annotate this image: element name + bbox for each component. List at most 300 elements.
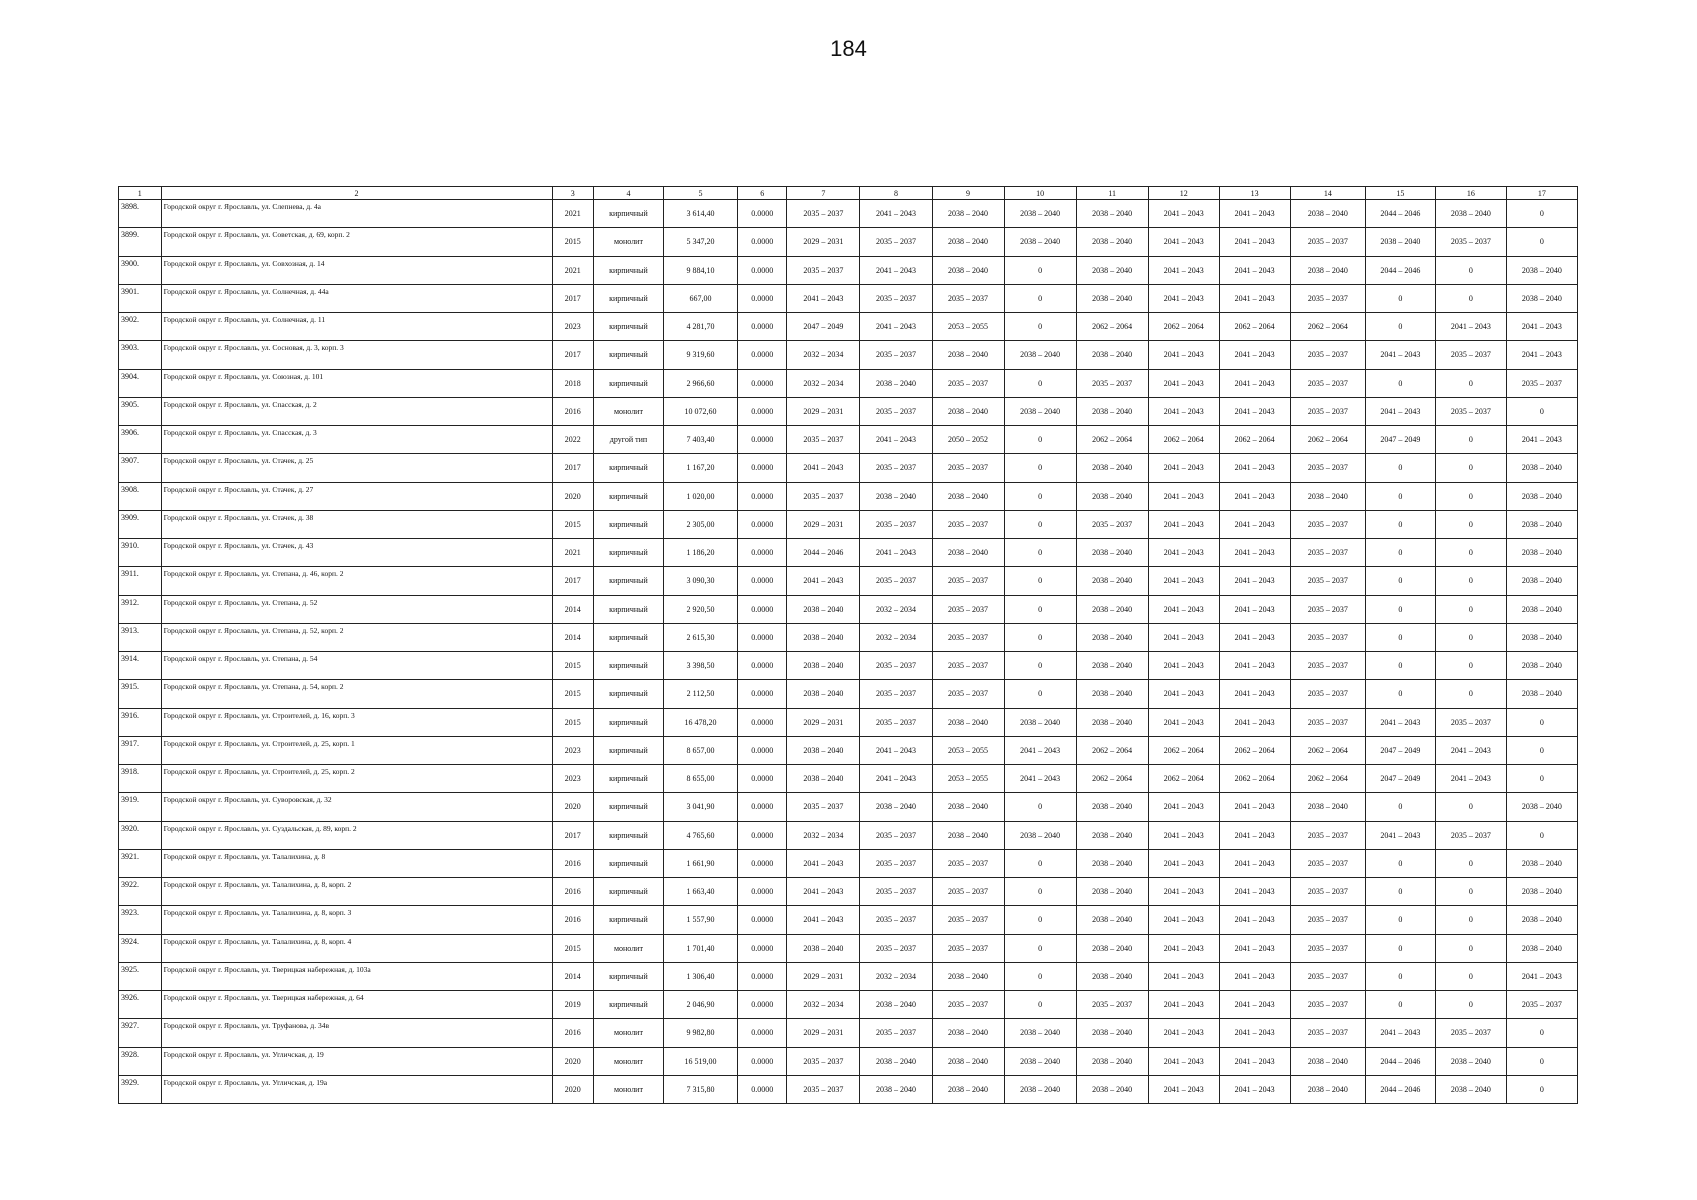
table-cell: 4 281,70 <box>663 313 737 341</box>
table-cell: 2035 – 2037 <box>1435 708 1506 736</box>
table-cell: 2062 – 2064 <box>1148 426 1219 454</box>
table-cell: 2035 – 2037 <box>1290 454 1365 482</box>
table-cell: 2029 – 2031 <box>787 510 860 538</box>
table-cell: 0 <box>1435 567 1506 595</box>
table-cell: 1 186,20 <box>663 539 737 567</box>
table-cell: кирпичный <box>594 595 664 623</box>
column-header: 5 <box>663 187 737 200</box>
table-cell: 0 <box>1435 482 1506 510</box>
table-cell: 2041 – 2043 <box>1435 313 1506 341</box>
table-cell: 2041 – 2043 <box>1148 200 1219 228</box>
table-cell: 0 <box>1435 849 1506 877</box>
address-cell: Городской округ г. Ярославль, ул. Степана, д. 54 <box>161 652 552 680</box>
column-header: 17 <box>1506 187 1577 200</box>
table-cell: 16 519,00 <box>663 1047 737 1075</box>
table-cell: 2035 – 2037 <box>1290 1019 1365 1047</box>
table-cell: 2032 – 2034 <box>860 623 932 651</box>
table-cell: 2062 – 2064 <box>1290 313 1365 341</box>
table-cell: 16 478,20 <box>663 708 737 736</box>
table-cell: 2041 – 2043 <box>1148 510 1219 538</box>
table-cell: 2041 – 2043 <box>1148 849 1219 877</box>
table-cell: 0 <box>1435 426 1506 454</box>
table-cell: 2023 <box>552 765 593 793</box>
table-cell: 0 <box>1365 962 1435 990</box>
table-cell: 2041 – 2043 <box>787 454 860 482</box>
table-cell: 0 <box>1004 567 1076 595</box>
table-cell: 2041 – 2043 <box>1219 256 1290 284</box>
table-cell: 2029 – 2031 <box>787 228 860 256</box>
table-cell: кирпичный <box>594 793 664 821</box>
table-cell: 2038 – 2040 <box>1076 708 1148 736</box>
table-cell: 2041 – 2043 <box>1365 708 1435 736</box>
address-cell: Городской округ г. Ярославль, ул. Суздальская, д. 89, корп. 2 <box>161 821 552 849</box>
table-cell: кирпичный <box>594 991 664 1019</box>
table-cell: 2038 – 2040 <box>787 765 860 793</box>
table-cell: 2035 – 2037 <box>860 510 932 538</box>
table-cell: 2041 – 2043 <box>1219 623 1290 651</box>
column-header: 8 <box>860 187 932 200</box>
table-cell: 2032 – 2034 <box>787 341 860 369</box>
table-cell: 2053 – 2055 <box>932 736 1004 764</box>
table-row <box>119 1047 1578 1075</box>
table-cell: 2041 – 2043 <box>1219 482 1290 510</box>
address-cell: Городской округ г. Ярославль, ул. Степана, д. 52 <box>161 595 552 623</box>
table-cell: 0.0000 <box>738 849 787 877</box>
table-cell: 2038 – 2040 <box>1506 652 1577 680</box>
table-cell: 2019 <box>552 991 593 1019</box>
table-cell: 2035 – 2037 <box>860 652 932 680</box>
table-cell: 2014 <box>552 962 593 990</box>
table-cell: 2035 – 2037 <box>1435 228 1506 256</box>
table-cell: монолит <box>594 1075 664 1103</box>
table-cell: 2035 – 2037 <box>1290 991 1365 1019</box>
table-cell: 2035 – 2037 <box>1290 539 1365 567</box>
table-row <box>119 539 1578 567</box>
table-cell: 2038 – 2040 <box>1004 1019 1076 1047</box>
table-cell: 2038 – 2040 <box>787 623 860 651</box>
table-cell: 2035 – 2037 <box>932 595 1004 623</box>
table-cell: 0.0000 <box>738 313 787 341</box>
table-cell: 2062 – 2064 <box>1076 765 1148 793</box>
table-cell: 2038 – 2040 <box>1365 228 1435 256</box>
table-cell: 1 167,20 <box>663 454 737 482</box>
column-header: 16 <box>1435 187 1506 200</box>
row-number-cell: 3902. <box>119 313 162 341</box>
table-cell: 2041 – 2043 <box>1219 906 1290 934</box>
column-header: 11 <box>1076 187 1148 200</box>
table-cell: 3 614,40 <box>663 200 737 228</box>
table-cell: 2038 – 2040 <box>1004 397 1076 425</box>
column-header: 12 <box>1148 187 1219 200</box>
table-cell: 2017 <box>552 821 593 849</box>
table-cell: 2038 – 2040 <box>1076 256 1148 284</box>
table-cell: кирпичный <box>594 962 664 990</box>
table-cell: 2038 – 2040 <box>860 1047 932 1075</box>
table-cell: 2038 – 2040 <box>1290 1075 1365 1103</box>
table-cell: 2038 – 2040 <box>1076 284 1148 312</box>
table-cell: 2035 – 2037 <box>860 1019 932 1047</box>
table-cell: 0 <box>1365 454 1435 482</box>
table-cell: 0 <box>1004 454 1076 482</box>
table-cell: 0 <box>1365 906 1435 934</box>
table-cell: 0 <box>1365 849 1435 877</box>
table-cell: 2035 – 2037 <box>860 284 932 312</box>
table-cell: 0 <box>1365 567 1435 595</box>
table-cell: 2038 – 2040 <box>932 228 1004 256</box>
table-cell: 2038 – 2040 <box>1506 284 1577 312</box>
table-cell: 2062 – 2064 <box>1219 765 1290 793</box>
table-cell: 0.0000 <box>738 510 787 538</box>
table-cell: 0.0000 <box>738 906 787 934</box>
table-cell: 1 557,90 <box>663 906 737 934</box>
table-cell: 2035 – 2037 <box>1435 397 1506 425</box>
table-cell: 2038 – 2040 <box>1076 539 1148 567</box>
table-cell: 0 <box>1506 228 1577 256</box>
table-cell: 0.0000 <box>738 482 787 510</box>
table-cell: 2041 – 2043 <box>1148 878 1219 906</box>
table-row <box>119 934 1578 962</box>
table-cell: 2041 – 2043 <box>860 200 932 228</box>
table-cell: 2038 – 2040 <box>860 482 932 510</box>
table-row <box>119 849 1578 877</box>
table-cell: 2014 <box>552 595 593 623</box>
table-cell: 2062 – 2064 <box>1219 426 1290 454</box>
table-cell: 2041 – 2043 <box>1148 821 1219 849</box>
table-cell: 0.0000 <box>738 397 787 425</box>
table-cell: 2023 <box>552 736 593 764</box>
table-cell: 0 <box>1365 680 1435 708</box>
table-cell: 0.0000 <box>738 539 787 567</box>
table-cell: 2041 – 2043 <box>860 256 932 284</box>
table-cell: 9 982,80 <box>663 1019 737 1047</box>
table-cell: 2041 – 2043 <box>1219 539 1290 567</box>
table-cell: 0 <box>1365 313 1435 341</box>
row-number-cell: 3906. <box>119 426 162 454</box>
table-cell: 0 <box>1365 284 1435 312</box>
table-cell: 2041 – 2043 <box>1219 1075 1290 1103</box>
table-cell: 2020 <box>552 1047 593 1075</box>
table-cell: 2041 – 2043 <box>1219 510 1290 538</box>
table-cell: 2035 – 2037 <box>1435 1019 1506 1047</box>
table-cell: 2038 – 2040 <box>1506 934 1577 962</box>
row-number-cell: 3923. <box>119 906 162 934</box>
table-cell: 2041 – 2043 <box>1148 708 1219 736</box>
row-number-cell: 3926. <box>119 991 162 1019</box>
table-cell: 2044 – 2046 <box>1365 256 1435 284</box>
table-cell: 2041 – 2043 <box>1506 426 1577 454</box>
table-row <box>119 652 1578 680</box>
table-cell: 2035 – 2037 <box>1290 821 1365 849</box>
table-row <box>119 256 1578 284</box>
table-cell: кирпичный <box>594 256 664 284</box>
table-cell: 2053 – 2055 <box>932 765 1004 793</box>
table-row <box>119 906 1578 934</box>
row-number-cell: 3919. <box>119 793 162 821</box>
table-cell: 2041 – 2043 <box>1148 793 1219 821</box>
address-cell: Городской округ г. Ярославль, ул. Союзная, д. 101 <box>161 369 552 397</box>
address-cell: Городской округ г. Ярославль, ул. Стачек, д. 43 <box>161 539 552 567</box>
table-cell: 0 <box>1506 821 1577 849</box>
row-number-cell: 3904. <box>119 369 162 397</box>
table-cell: 2041 – 2043 <box>1365 821 1435 849</box>
table-cell: 2035 – 2037 <box>787 1047 860 1075</box>
table-cell: 0 <box>1004 652 1076 680</box>
table-cell: 7 315,80 <box>663 1075 737 1103</box>
table-cell: 2041 – 2043 <box>1506 962 1577 990</box>
table-cell: кирпичный <box>594 906 664 934</box>
table-cell: 0 <box>1435 793 1506 821</box>
table-cell: 2047 – 2049 <box>1365 426 1435 454</box>
table-cell: кирпичный <box>594 708 664 736</box>
table-cell: 2041 – 2043 <box>1506 341 1577 369</box>
table-cell: 2035 – 2037 <box>860 906 932 934</box>
column-header: 9 <box>932 187 1004 200</box>
table-cell: 0 <box>1004 793 1076 821</box>
column-header: 2 <box>161 187 552 200</box>
table-row <box>119 482 1578 510</box>
row-number-cell: 3912. <box>119 595 162 623</box>
address-cell: Городской округ г. Ярославль, ул. Угличская, д. 19а <box>161 1075 552 1103</box>
table-cell: 2038 – 2040 <box>1506 906 1577 934</box>
table-cell: 8 655,00 <box>663 765 737 793</box>
table-cell: 2038 – 2040 <box>1290 200 1365 228</box>
table-cell: 0 <box>1004 906 1076 934</box>
table-cell: 0 <box>1435 680 1506 708</box>
table-cell: 2035 – 2037 <box>932 623 1004 651</box>
address-cell: Городской округ г. Ярославль, ул. Солнечная, д. 44а <box>161 284 552 312</box>
table-cell: 2038 – 2040 <box>1076 652 1148 680</box>
table-cell: 2062 – 2064 <box>1290 426 1365 454</box>
address-cell: Городской округ г. Ярославль, ул. Строителей, д. 16, корп. 3 <box>161 708 552 736</box>
address-cell: Городской округ г. Ярославль, ул. Спасская, д. 2 <box>161 397 552 425</box>
table-cell: 2035 – 2037 <box>787 793 860 821</box>
table-cell: 2029 – 2031 <box>787 397 860 425</box>
row-number-cell: 3903. <box>119 341 162 369</box>
table-cell: 0 <box>1365 623 1435 651</box>
table-cell: 2038 – 2040 <box>932 200 1004 228</box>
table-cell: 2035 – 2037 <box>932 991 1004 1019</box>
table-cell: 2035 – 2037 <box>1076 991 1148 1019</box>
table-cell: 2038 – 2040 <box>932 1019 1004 1047</box>
table-cell: 2038 – 2040 <box>1290 482 1365 510</box>
table-cell: 1 306,40 <box>663 962 737 990</box>
row-number-cell: 3925. <box>119 962 162 990</box>
table-cell: 2038 – 2040 <box>1076 341 1148 369</box>
table-cell: 2016 <box>552 906 593 934</box>
table-row <box>119 595 1578 623</box>
table-cell: 2038 – 2040 <box>1506 510 1577 538</box>
table-cell: 2038 – 2040 <box>1076 228 1148 256</box>
table-cell: 2032 – 2034 <box>787 369 860 397</box>
address-cell: Городской округ г. Ярославль, ул. Спасская, д. 3 <box>161 426 552 454</box>
table-cell: 0.0000 <box>738 821 787 849</box>
header-row <box>119 187 1578 200</box>
table-row <box>119 284 1578 312</box>
table-cell: 2035 – 2037 <box>932 454 1004 482</box>
table-cell: 0 <box>1004 623 1076 651</box>
table-cell: кирпичный <box>594 680 664 708</box>
table-cell: 2038 – 2040 <box>1076 1047 1148 1075</box>
table-cell: 2041 – 2043 <box>1219 878 1290 906</box>
table-cell: 2041 – 2043 <box>1148 595 1219 623</box>
table-row <box>119 510 1578 538</box>
table-cell: 2038 – 2040 <box>1076 906 1148 934</box>
table-cell: 2041 – 2043 <box>1219 1047 1290 1075</box>
table-cell: 2018 <box>552 369 593 397</box>
table-row <box>119 228 1578 256</box>
table-cell: 2041 – 2043 <box>1219 652 1290 680</box>
table-row <box>119 793 1578 821</box>
table-cell: 2035 – 2037 <box>1290 510 1365 538</box>
table-cell: 0 <box>1004 962 1076 990</box>
table-cell: 2035 – 2037 <box>787 1075 860 1103</box>
table-cell: 0.0000 <box>738 426 787 454</box>
table-cell: 0 <box>1004 991 1076 1019</box>
table-row <box>119 397 1578 425</box>
table-cell: кирпичный <box>594 200 664 228</box>
table-cell: 5 347,20 <box>663 228 737 256</box>
table-cell: 2041 – 2043 <box>1148 962 1219 990</box>
table-cell: 2015 <box>552 652 593 680</box>
table-cell: 2062 – 2064 <box>1219 313 1290 341</box>
table-cell: 2035 – 2037 <box>1435 341 1506 369</box>
table-cell: 4 765,60 <box>663 821 737 849</box>
table-cell: 2035 – 2037 <box>860 878 932 906</box>
table-cell: 2015 <box>552 708 593 736</box>
table-cell: 0 <box>1435 623 1506 651</box>
table-cell: 2016 <box>552 1019 593 1047</box>
table-cell: 2038 – 2040 <box>1506 256 1577 284</box>
table-cell: 2062 – 2064 <box>1290 765 1365 793</box>
table-row <box>119 623 1578 651</box>
table-cell: 0.0000 <box>738 228 787 256</box>
table-cell: 0 <box>1435 962 1506 990</box>
table-cell: 0.0000 <box>738 934 787 962</box>
table-cell: 2035 – 2037 <box>1435 821 1506 849</box>
table-cell: 2020 <box>552 482 593 510</box>
row-number-cell: 3922. <box>119 878 162 906</box>
row-number-cell: 3914. <box>119 652 162 680</box>
table-cell: 2035 – 2037 <box>860 821 932 849</box>
table-cell: 2038 – 2040 <box>1076 962 1148 990</box>
table-cell: 2044 – 2046 <box>787 539 860 567</box>
table-cell: 2041 – 2043 <box>1219 567 1290 595</box>
table-cell: 2035 – 2037 <box>932 652 1004 680</box>
table-cell: 0 <box>1435 991 1506 1019</box>
table-cell: 2038 – 2040 <box>1506 567 1577 595</box>
table-cell: 2035 – 2037 <box>860 849 932 877</box>
table-cell: 2038 – 2040 <box>932 482 1004 510</box>
table-cell: 2035 – 2037 <box>860 708 932 736</box>
table-cell: 2038 – 2040 <box>860 793 932 821</box>
table-cell: 0 <box>1365 793 1435 821</box>
table-cell: 0.0000 <box>738 454 787 482</box>
table-row <box>119 341 1578 369</box>
row-number-cell: 3911. <box>119 567 162 595</box>
table-cell: 0.0000 <box>738 567 787 595</box>
table-row <box>119 454 1578 482</box>
table-cell: 7 403,40 <box>663 426 737 454</box>
table-cell: другой тип <box>594 426 664 454</box>
address-cell: Городской округ г. Ярославль, ул. Тверицкая набережная, д. 64 <box>161 991 552 1019</box>
table-cell: 2041 – 2043 <box>1148 341 1219 369</box>
table-cell: 2041 – 2043 <box>787 906 860 934</box>
address-cell: Городской округ г. Ярославль, ул. Талалихина, д. 8 <box>161 849 552 877</box>
table-cell: 2041 – 2043 <box>1148 256 1219 284</box>
row-number-cell: 3928. <box>119 1047 162 1075</box>
table-cell: 2041 – 2043 <box>1148 369 1219 397</box>
address-cell: Городской округ г. Ярославль, ул. Солнечная, д. 11 <box>161 313 552 341</box>
table-cell: 2016 <box>552 849 593 877</box>
table-cell: 2035 – 2037 <box>1290 708 1365 736</box>
table-cell: 2035 – 2037 <box>1290 228 1365 256</box>
table-cell: кирпичный <box>594 567 664 595</box>
table-cell: 2038 – 2040 <box>1290 1047 1365 1075</box>
table-cell: 2041 – 2043 <box>1365 341 1435 369</box>
table-cell: кирпичный <box>594 623 664 651</box>
table-cell: 2062 – 2064 <box>1148 736 1219 764</box>
address-cell: Городской округ г. Ярославль, ул. Угличская, д. 19 <box>161 1047 552 1075</box>
row-number-cell: 3924. <box>119 934 162 962</box>
table-cell: 0 <box>1004 595 1076 623</box>
table-cell: 2035 – 2037 <box>1290 652 1365 680</box>
table-cell: 2038 – 2040 <box>932 962 1004 990</box>
table-cell: 0 <box>1435 906 1506 934</box>
table-cell: 2035 – 2037 <box>932 567 1004 595</box>
address-cell: Городской округ г. Ярославль, ул. Стачек, д. 38 <box>161 510 552 538</box>
table-cell: 2038 – 2040 <box>787 652 860 680</box>
table-cell: 2035 – 2037 <box>1290 284 1365 312</box>
table-cell: 0 <box>1004 369 1076 397</box>
column-header: 13 <box>1219 187 1290 200</box>
table-cell: 2038 – 2040 <box>1004 708 1076 736</box>
table-cell: 2022 <box>552 426 593 454</box>
table-cell: 0 <box>1435 510 1506 538</box>
table-cell: 10 072,60 <box>663 397 737 425</box>
table-cell: 2029 – 2031 <box>787 962 860 990</box>
table-cell: 2038 – 2040 <box>1076 793 1148 821</box>
table-cell: 2038 – 2040 <box>1076 849 1148 877</box>
address-cell: Городской округ г. Ярославль, ул. Стачек, д. 25 <box>161 454 552 482</box>
table-cell: 0 <box>1365 991 1435 1019</box>
table-cell: 0 <box>1506 1075 1577 1103</box>
table-cell: 2038 – 2040 <box>932 539 1004 567</box>
table-cell: 2041 – 2043 <box>1148 934 1219 962</box>
table-cell: 2015 <box>552 228 593 256</box>
table-cell: кирпичный <box>594 284 664 312</box>
table-cell: 2041 – 2043 <box>1148 228 1219 256</box>
table-cell: 2038 – 2040 <box>860 1075 932 1103</box>
table-row <box>119 426 1578 454</box>
table-cell: 2015 <box>552 680 593 708</box>
table-cell: кирпичный <box>594 510 664 538</box>
table-cell: 2041 – 2043 <box>787 567 860 595</box>
row-number-cell: 3901. <box>119 284 162 312</box>
table-cell: кирпичный <box>594 369 664 397</box>
table-cell: 2035 – 2037 <box>1290 623 1365 651</box>
table-cell: 0 <box>1435 454 1506 482</box>
table-cell: 2038 – 2040 <box>1506 680 1577 708</box>
row-number-cell: 3920. <box>119 821 162 849</box>
table-cell: 1 663,40 <box>663 878 737 906</box>
table-cell: 0.0000 <box>738 1075 787 1103</box>
table-cell: 2062 – 2064 <box>1148 313 1219 341</box>
column-header: 3 <box>552 187 593 200</box>
table-cell: 2035 – 2037 <box>787 200 860 228</box>
table-cell: 0 <box>1506 397 1577 425</box>
table-cell: 0 <box>1435 878 1506 906</box>
table-cell: 2038 – 2040 <box>1076 878 1148 906</box>
